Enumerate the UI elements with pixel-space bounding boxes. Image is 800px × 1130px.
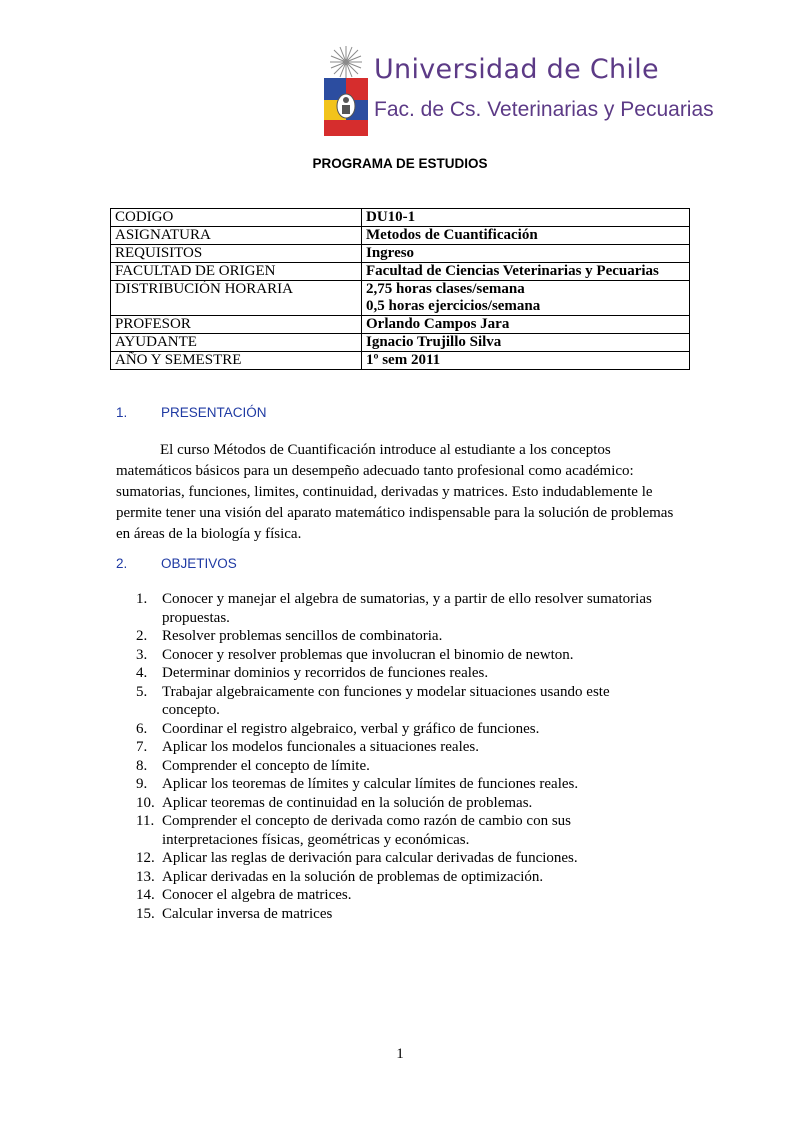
list-text: Aplicar los teoremas de límites y calcular límites de funciones reales. [162,776,579,792]
list-item [136,720,656,739]
list-item [136,868,656,887]
list-text: Resolver problemas sencillos de combinatoria. [162,628,443,644]
document-title: PROGRAMA DE ESTUDIOS [312,156,488,171]
table-label: FACULTAD DE ORIGEN [111,263,362,281]
list-text: Comprender el concepto de límite. [162,757,370,774]
table-label: PROFESOR [111,316,362,334]
list-item [136,775,656,794]
list-number: 14. [136,887,155,903]
table-row [111,227,690,245]
objectives-list [136,590,656,923]
list-text: Trabajar algebraicamente con funciones y modelar situaciones usando este concepto. [162,683,610,718]
table-label: REQUISITOS [111,245,362,263]
list-number: 6. [136,720,148,737]
table-label: CODIGO [111,209,362,227]
table-value-line: 0,5 horas ejercicios/semana [366,298,541,314]
list-item [136,646,656,665]
table-row [111,281,690,316]
section-heading-objetivos [116,556,237,571]
list-item [136,905,656,924]
table-label: AÑO Y SEMESTRE [111,352,362,370]
table-value: 1º sem 2011 [362,352,690,370]
section-number: 2. [116,556,128,571]
list-number: 15. [136,905,155,922]
list-number: 1. [136,591,148,607]
course-info-table [110,208,690,370]
list-text: Conocer el algebra de matrices. [162,887,352,903]
table-row [111,316,690,334]
section-title: PRESENTACIÓN [161,405,267,420]
list-text: Calcular inversa de matrices [162,905,333,922]
table-value-line: 2,75 horas clases/semana [366,281,525,297]
table-row [111,352,690,370]
table-value: Orlando Campos Jara [362,316,690,334]
list-item [136,849,656,868]
list-number: 9. [136,776,148,792]
list-number: 8. [136,757,148,774]
list-item [136,794,656,813]
table-row [111,209,690,227]
table-label: AYUDANTE [111,334,362,352]
list-item [136,683,656,720]
table-row [111,245,690,263]
list-text: Comprender el concepto de derivada como razón de cambio con sus interpretaciones físicas, geométricas y económicas. [162,813,572,848]
list-text: Aplicar los modelos funcionales a situaciones reales. [162,739,479,755]
list-item [136,627,656,646]
page-number: 1 [396,1046,404,1062]
list-item [136,738,656,757]
table-value: Ingreso [362,245,690,263]
list-text: Aplicar las reglas de derivación para calcular derivadas de funciones. [162,850,578,866]
list-item [136,812,656,849]
list-number: 2. [136,628,148,644]
table-value: Facultad de Ciencias Veterinarias y Pecuarias [362,263,690,281]
table-label: ASIGNATURA [111,227,362,245]
list-number: 3. [136,646,148,663]
table-value [362,281,690,316]
university-seal-icon [318,42,370,142]
list-number: 12. [136,850,155,866]
list-number: 13. [136,868,155,885]
list-item [136,886,656,905]
table-value: Ignacio Trujillo Silva [362,334,690,352]
table-row [111,334,690,352]
table-value: Metodos de Cuantificación [362,227,690,245]
table-value: DU10-1 [362,209,690,227]
list-number: 11. [136,813,155,829]
university-logo [318,42,714,142]
section-title: OBJETIVOS [161,556,237,571]
list-text: Coordinar el registro algebraico, verbal y gráfico de funciones. [162,720,540,737]
section-number: 1. [116,405,128,420]
table-row [111,263,690,281]
list-item [136,590,656,627]
table-label: DISTRIBUCIÓN HORARIA [111,281,362,316]
list-text: Aplicar derivadas en la solución de problemas de optimización. [162,868,544,885]
faculty-name: Fac. de Cs. Veterinarias y Pecuarias [374,98,714,121]
list-item [136,664,656,683]
list-item [136,757,656,776]
list-text: Conocer y resolver problemas que involucran el binomio de newton. [162,646,574,663]
university-name: Universidad de Chile [374,54,659,85]
list-number: 7. [136,739,148,755]
list-text: Aplicar teoremas de continuidad en la solución de problemas. [162,794,533,811]
list-number: 5. [136,683,148,700]
section-heading-presentacion [116,405,267,420]
list-text: Conocer y manejar el algebra de sumatorias, y a partir de ello resolver sumatorias propuestas. [162,591,652,626]
list-number: 10. [136,794,155,811]
list-text: Determinar dominios y recorridos de funciones reales. [162,665,489,681]
presentation-paragraph: El curso Métodos de Cuantificación introduce al estudiante a los conceptos matemáticos básicos para un desempeño adecuado tanto profesional como académico: sumatorias, funciones, limites, continuidad, derivadas y matrices. Esto indudablemente le permite tener una visión del aparato matemático indispensable para la solución de problemas en áreas de la biología y física. [116,442,674,542]
list-number: 4. [136,665,148,681]
